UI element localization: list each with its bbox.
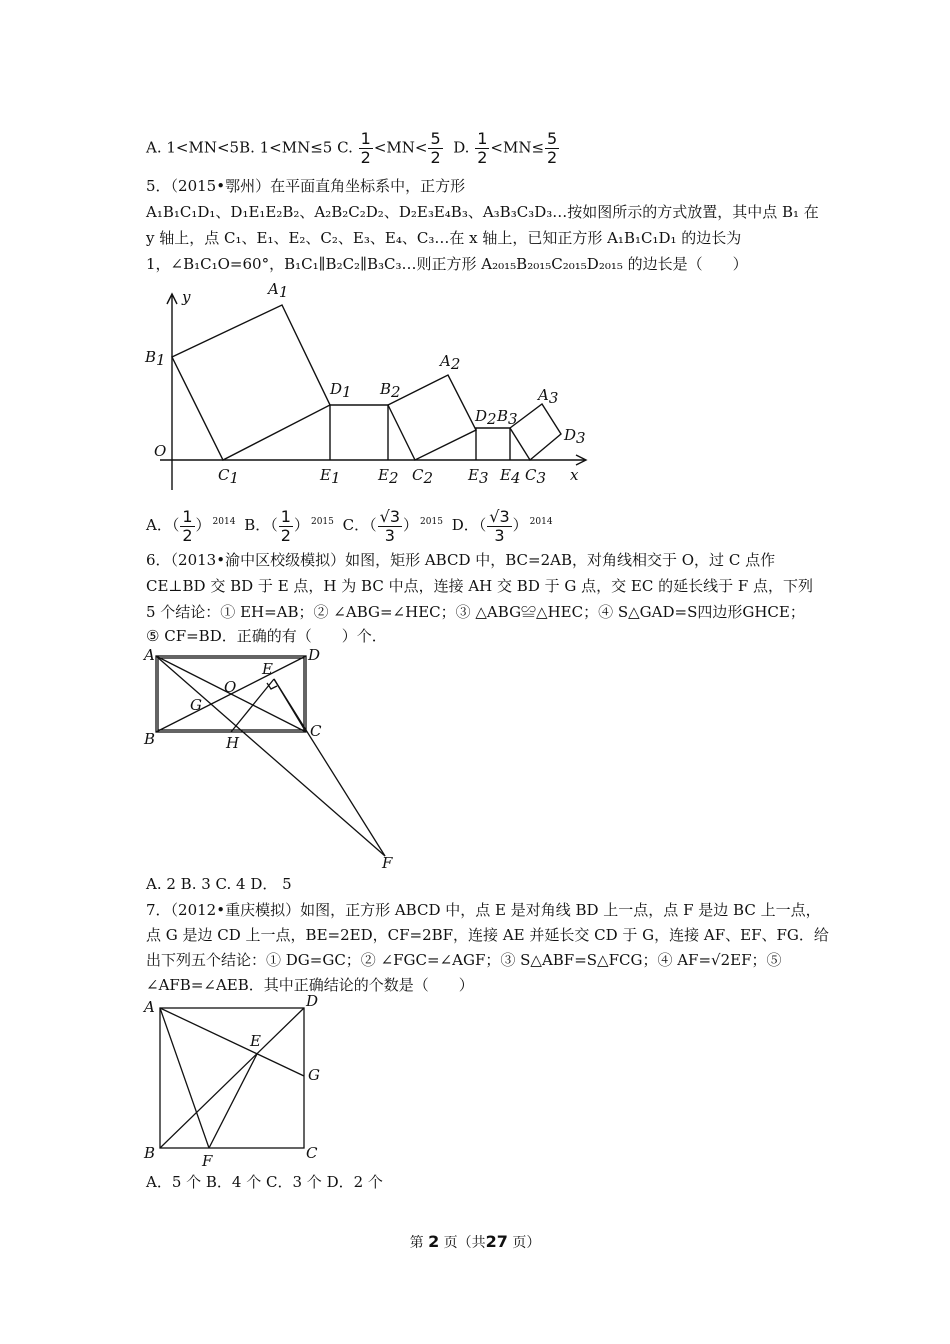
page-footer: 第 2 页（共27 页） [409, 1232, 541, 1251]
label-O: O [224, 678, 237, 696]
fraction: $\frac{1}{2}$ [360, 129, 371, 167]
label-C2: C2 [412, 466, 434, 487]
page-total: 27 [485, 1232, 508, 1251]
fraction: $\frac{1}{2}$ [280, 506, 291, 545]
q4-option-c: C. [337, 138, 353, 157]
page-number: 2 [428, 1232, 440, 1251]
label-H: H [226, 734, 240, 752]
label-A2: A2 [440, 352, 461, 373]
label-B1: B1 [145, 348, 166, 369]
label-G: G [190, 696, 202, 714]
label-E: E [250, 1032, 261, 1050]
q6-options: A. 2 B. 3 C. 4 D． 5 [146, 875, 292, 893]
fraction: $\frac{5}{2}$ [547, 129, 558, 167]
q7-line2: 点 G 是边 CD 上一点，BE=2ED，CF=2BF，连接 AE 并延长交 CD 于 G，连接 AF、EF、FG．给 [146, 926, 829, 944]
q6-line1: 6．（2013•渝中区校级模拟）如图，矩形 ABCD 中，BC=2AB，对角线相交于 O，过 C 点作 [146, 551, 776, 569]
label-G: G [308, 1066, 320, 1084]
fraction: $\frac{5}{2}$ [430, 129, 441, 167]
q4-option-a: A. 1<MN<5 [146, 138, 240, 157]
q4-options: A. 1<MN<5B. 1<MN≤5 C. $\frac{1}{2}$ <MN< $\frac{5}{2}$ D. $\frac{1}{2}$ <MN≤ $\frac{5}{2}$ [146, 129, 558, 167]
label-D1: D1 [330, 380, 352, 401]
label-C: C [310, 722, 322, 740]
label-D: D [306, 994, 319, 1010]
q7-line3: 出下列五个结论：① DG=GC；② ∠FGC=∠AGF；③ S△ABF=S△FCG；④ AF=√2EF；⑤ [146, 951, 782, 969]
label-F: F [202, 1152, 213, 1170]
q7-line4: ∠AFB=∠AEB．其中正确结论的个数是（ ） [146, 976, 474, 994]
q7-options: A．5 个 B．4 个 C．3 个 D．2 个 [146, 1173, 383, 1191]
q5-line4: 1，∠B₁C₁O=60°，B₁C₁∥B₂C₂∥B₃C₃…则正方形 A₂₀₁₅B₂₀₁₅C₂₀₁₅D₂₀₁₅ 的边长是（ ） [146, 255, 748, 273]
q6-line4: ⑤ CF=BD．正确的有（ ）个． [146, 627, 387, 645]
label-E3: E3 [468, 466, 489, 487]
label-x: x [570, 466, 579, 484]
label-O: O [154, 442, 167, 460]
q7-figure [140, 994, 340, 1174]
fraction: $\frac{1}{2}$ [182, 506, 193, 545]
q5-options: A．（ $\frac{1}{2}$ ） $^{2014}$ B．（ $\frac{1}{2}$ ） $^{2015}$ C．（ $\frac{√3}{3}$ ） $^{2015}$ D．（ $\frac{√3}{3}$ ） $^{2014}$ [146, 506, 553, 545]
label-C3: C3 [525, 466, 547, 487]
label-y: y [182, 288, 191, 306]
fraction: $\frac{√3}{3}$ [379, 506, 401, 545]
label-A3: A3 [538, 386, 559, 407]
label-E1: E1 [320, 466, 341, 487]
fraction: $\frac{1}{2}$ [477, 129, 488, 167]
label-D3: D3 [564, 426, 586, 447]
label-D2: D2 [475, 407, 497, 428]
q5-line1: 5．（2015•鄂州）在平面直角坐标系中，正方形 [146, 177, 466, 195]
label-C: C [306, 1144, 318, 1162]
label-A: A [144, 646, 155, 664]
q5-figure [140, 280, 600, 495]
q6-figure [140, 644, 410, 874]
q4-option-b: B. 1<MN≤5 [239, 138, 333, 157]
label-A1: A1 [268, 280, 289, 301]
label-C1: C1 [218, 466, 240, 487]
q5-line3: y 轴上，点 C₁、E₁、E₂、C₂、E₃、E₄、C₃…在 x 轴上，已知正方形 A₁B₁C₁D₁ 的边长为 [146, 229, 742, 247]
label-B2: B2 [380, 380, 401, 401]
q5-line2: A₁B₁C₁D₁、D₁E₁E₂B₂、A₂B₂C₂D₂、D₂E₃E₄B₃、A₃B₃C₃D₃…按如图所示的方式放置，其中点 B₁ 在 [146, 203, 819, 221]
q4-option-d: D. [453, 138, 470, 157]
label-B: B [144, 730, 156, 748]
fraction: $\frac{√3}{3}$ [489, 506, 510, 545]
q6-line2: CE⊥BD 交 BD 于 E 点，H 为 BC 中点，连接 AH 交 BD 于 G 点，交 EC 的延长线于 F 点，下列 [146, 577, 814, 595]
label-E2: E2 [378, 466, 399, 487]
label-E: E [262, 660, 273, 678]
q7-line1: 7．（2012•重庆模拟）如图，正方形 ABCD 中，点 E 是对角线 BD 上一点，点 F 是边 BC 上一点， [146, 901, 821, 919]
label-F: F [382, 854, 393, 872]
label-B: B [144, 1144, 156, 1162]
label-D: D [308, 646, 321, 664]
label-E4: E4 [500, 466, 521, 487]
label-B3: B3 [497, 407, 518, 428]
label-A: A [144, 998, 155, 1016]
q6-line3: 5 个结论：① EH=AB；② ∠ABG=∠HEC；③ △ABG≌△HEC；④ S△GAD=S四边形GHCE； [146, 603, 805, 621]
